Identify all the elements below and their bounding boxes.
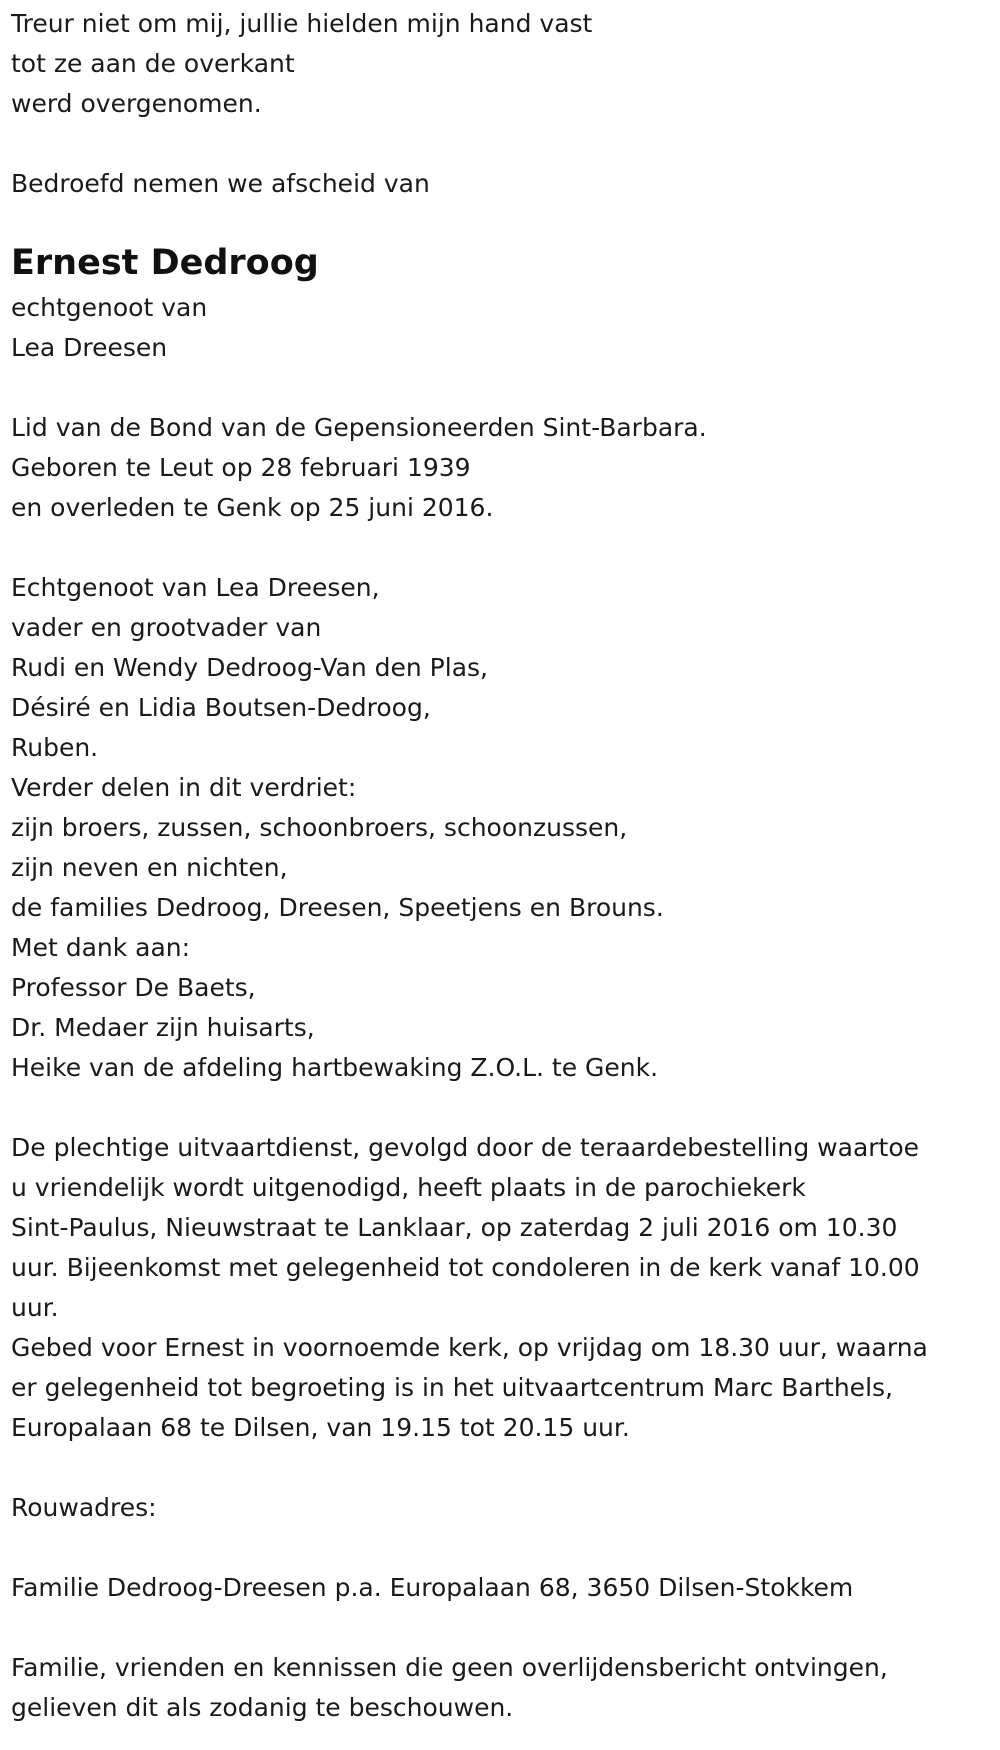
spouse-line: Lea Dreesen [11,333,168,362]
poem-line: Treur niet om mij, jullie hielden mijn hand vast [11,9,593,38]
poem [11,4,991,124]
bio-line: Lid van de Bond van de Gepensioneerden Sint-Barbara. [11,413,707,442]
closing-line: gelieven dit als zodanig te beschouwen. [11,1693,514,1722]
spacer [11,1608,991,1648]
address-label: Rouwadres: [11,1493,157,1522]
poem-line: tot ze aan de overkant [11,49,295,78]
family-line: Verder delen in dit verdriet: [11,773,357,802]
family-line: Heike van de afdeling hartbewaking Z.O.L. te Genk. [11,1053,659,1082]
deceased-name: Ernest Dedroog [11,243,319,283]
obituary-document [11,4,991,1728]
service-line: Gebed voor Ernest in voornoemde kerk, op vrijdag om 18.30 uur, waarna [11,1333,928,1362]
service-line: er gelegenheid tot begroeting is in het uitvaartcentrum Marc Barthels, [11,1373,893,1402]
spacer [11,528,991,568]
spacer [11,124,991,164]
family-line: Echtgenoot van Lea Dreesen, [11,573,380,602]
service-line: u vriendelijk wordt uitgenodigd, heeft plaats in de parochiekerk [11,1173,806,1202]
spacer [11,368,991,408]
service-line: uur. Bijeenkomst met gelegenheid tot condoleren in de kerk vanaf 10.00 [11,1253,920,1282]
bio-line: Geboren te Leut op 28 februari 1939 [11,453,471,482]
poem-line: werd overgenomen. [11,89,262,118]
family-line: de families Dedroog, Dreesen, Speetjens en Brouns. [11,893,664,922]
family-block [11,568,991,1088]
service-block [11,1128,991,1448]
intro-text: Bedroefd nemen we afscheid van [11,169,430,198]
service-line: Europalaan 68 te Dilsen, van 19.15 tot 20.15 uur. [11,1413,630,1442]
service-line: Sint-Paulus, Nieuwstraat te Lanklaar, op zaterdag 2 juli 2016 om 10.30 [11,1213,898,1242]
service-line: De plechtige uitvaartdienst, gevolgd door de teraardebestelling waartoe [11,1133,920,1162]
bio-block [11,408,991,528]
spacer [11,1528,991,1568]
closing-line: Familie, vrienden en kennissen die geen overlijdensbericht ontvingen, [11,1653,888,1682]
family-line: zijn broers, zussen, schoonbroers, schoonzussen, [11,813,628,842]
mourning-address: Familie Dedroog-Dreesen p.a. Europalaan 68, 3650 Dilsen-Stokkem [11,1573,854,1602]
spacer [11,1448,991,1488]
family-line: Désiré en Lidia Boutsen-Dedroog, [11,693,431,722]
closing-block [11,1648,991,1728]
family-line: zijn neven en nichten, [11,853,288,882]
family-line: Rudi en Wendy Dedroog-Van den Plas, [11,653,488,682]
spouse-block [11,288,991,368]
family-line: Ruben. [11,733,99,762]
family-line: Dr. Medaer zijn huisarts, [11,1013,315,1042]
spacer [11,1088,991,1128]
family-line: Met dank aan: [11,933,191,962]
spouse-line: echtgenoot van [11,293,208,322]
bio-line: en overleden te Genk op 25 juni 2016. [11,493,494,522]
family-line: vader en grootvader van [11,613,322,642]
family-line: Professor De Baets, [11,973,256,1002]
spacer [11,204,991,238]
service-line: uur. [11,1293,59,1322]
